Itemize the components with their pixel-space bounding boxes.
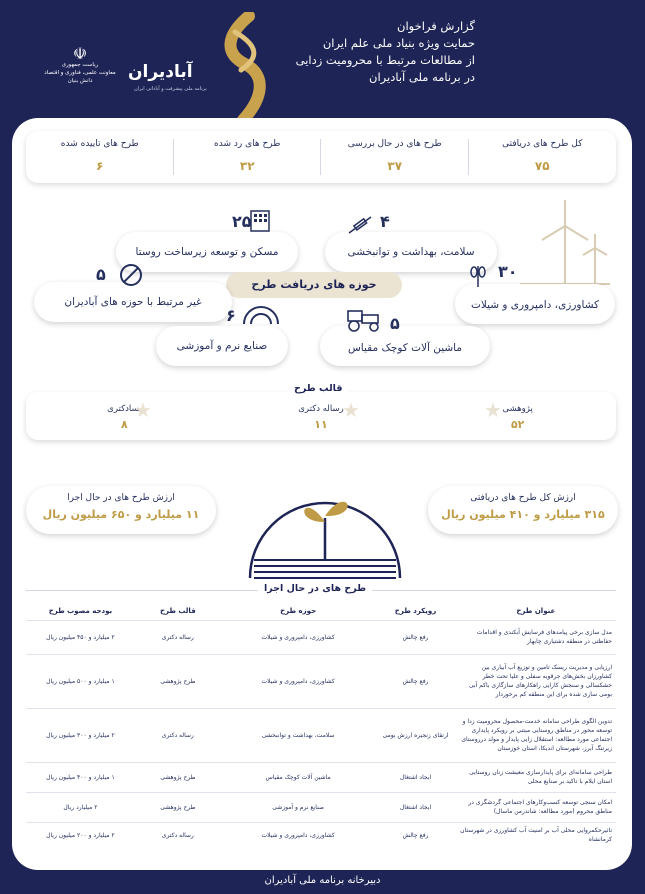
brand-subtitle: برنامه ملی پیشرفت و آبادانی ایران <box>134 86 207 92</box>
format-label: رساله دکتری <box>298 404 344 414</box>
value-amount: ۳۱۵ میلیارد و ۴۱۰ میلیون ریال <box>441 508 605 521</box>
abadiran-emblem-icon <box>215 12 275 124</box>
stat-value: ۳۷ <box>387 159 403 173</box>
cell-budget: ۲ میلیارد و ۴۵۰ میلیون ریال <box>26 620 135 654</box>
value-label: ارزش طرح های در حال اجرا <box>67 493 175 503</box>
format-value: ۸ <box>120 418 128 431</box>
cell-title: تدوین الگوی طراحی سامانه خدمت-محصول محرومیت زدا و توسعه محور در مناطق روستایی مبتنی بر رویکرد پایداری اجتماعی مورد مطالعه: استقلال زایی پایدار و مولد درروستای زیرتنگ آبرز، شهرستان اندیکا، استان خوزستان <box>456 708 616 762</box>
footer: دبیرخانه برنامه ملی آبادیران <box>264 875 381 886</box>
title-line: گزارش فراخوان <box>397 19 475 33</box>
cell-field: کشاورزی، دامپروری و شیلات <box>221 620 376 654</box>
iran-emblem-icon: ☫ <box>72 44 88 63</box>
cell-budget: ۲ میلیارد و ۲۰۰ میلیون ریال <box>26 822 135 848</box>
syringe-icon <box>346 214 374 236</box>
title-line: از مطالعات مرتبط با محرومیت زدایی <box>295 53 475 67</box>
cell-approach: ارتقای زنجیره ارزش بومی <box>375 708 455 762</box>
field-unrelated: غیر مرتبط با حوزه های آبادیران <box>34 282 232 322</box>
table-header-row <box>26 602 616 620</box>
wheat-icon <box>468 262 488 288</box>
field-housing: مسکن و توسعه زیرساخت روستا <box>116 232 298 272</box>
wind-turbine-icon <box>520 196 610 286</box>
report-title <box>296 18 475 86</box>
table-row <box>26 654 616 708</box>
table-row <box>26 792 616 822</box>
cell-field: صنایع نرم و آموزشی <box>221 792 376 822</box>
cell-title: ارزیابی و مدیریت ریسک تامین و توزیع آب آبیاری بین کشاورزان بخش‌های جرقویه سفلی و علیا تحت خطر خشکسالی و سنجش کارایی راهکارهای سازگاری باکم آبی بومی سازی شده برای این منطقه کم برخوردار <box>456 654 616 708</box>
prohibited-icon <box>118 262 144 288</box>
field-health-count: ۴ <box>380 212 390 231</box>
format-value: ۱۱ <box>314 418 328 431</box>
fields-title: حوزه های دریافت طرح <box>226 272 402 298</box>
cell-format: طرح پژوهشی <box>135 654 221 708</box>
field-machinery-count: ۵ <box>390 314 400 333</box>
gov-logo <box>40 44 120 85</box>
format-postdoc <box>26 392 223 440</box>
stat-value: ۳۲ <box>239 159 255 173</box>
star-icon: ★ <box>342 398 360 422</box>
field-agriculture: کشاورزی، دامپروری و شیلات <box>455 284 615 324</box>
cell-format: طرح پژوهشی <box>135 762 221 792</box>
cell-approach: رفع چالش <box>375 822 455 848</box>
cell-field: ماشین آلات کوچک مقیاس <box>221 762 376 792</box>
format-box <box>26 392 616 440</box>
stat-value: ۶ <box>96 159 104 173</box>
gov-line: معاونت علمی، فناوری و اقتصاد دانش بنیان <box>44 70 116 84</box>
field-machinery: ماشین آلات کوچک مقیاس <box>320 326 490 366</box>
cell-format: رساله دکتری <box>135 620 221 654</box>
table-row <box>26 762 616 792</box>
format-title: قالب طرح <box>288 383 348 394</box>
cell-field: کشاورزی، دامپروری و شیلات <box>221 654 376 708</box>
stat-label: طرح های تاییده شده <box>60 139 139 149</box>
header-field: حوزه طرح <box>280 606 317 615</box>
header-title: عنوان طرح <box>516 606 556 615</box>
title-line: در برنامه ملی آبادیران <box>369 70 475 84</box>
cell-title: امکان سنجی توسعه کسب‌وکارهای اجتماعی گردشگری در مناطق محروم (مورد مطالعه: شاندرمن ماسال) <box>456 792 616 822</box>
cloud-gear-icon <box>240 296 282 326</box>
value-ongoing <box>26 486 216 534</box>
stat-value: ۷۵ <box>534 159 550 173</box>
field-housing-count: ۲۵ <box>232 212 252 231</box>
cell-title: مدل سازی برخی پیامدهای فرسایش آبکندی و اقدامات حفاظتی در منطقه دشتیاری چابهار <box>456 620 616 654</box>
stat-label: طرح های رد شده <box>214 139 281 149</box>
format-label: پژوهشی <box>502 404 533 414</box>
tractor-icon <box>344 307 384 333</box>
table-row <box>26 708 616 762</box>
plant-sprout-icon <box>240 460 410 580</box>
stats-bar <box>26 131 616 183</box>
title-line: حمایت ویژه بنیاد ملی علم ایران <box>322 36 475 50</box>
stat-label: طرح های در حال بررسی <box>347 139 442 149</box>
format-research <box>419 392 616 440</box>
star-icon: ★ <box>484 398 502 422</box>
cell-field: سلامت، بهداشت و توانبخشی <box>221 708 376 762</box>
value-label: ارزش کل طرح های دریافتی <box>470 493 576 503</box>
cell-field: کشاورزی، دامپروری و شیلات <box>221 822 376 848</box>
cell-format: رساله دکتری <box>135 708 221 762</box>
cell-title: طراحی سامانه‌ای برای پایدارسازی معیشت زنان روستایی استان ایلام با تاکید بر صنایع محلی <box>456 762 616 792</box>
format-label: پسادکتری <box>107 404 142 414</box>
cell-approach: رفع چالش <box>375 654 455 708</box>
cell-format: رساله دکتری <box>135 822 221 848</box>
header-budget: بودجه مصوب طرح <box>48 606 113 615</box>
cell-approach: ایجاد اشتغال <box>375 792 455 822</box>
header-approach: رویکرد طرح <box>394 606 437 615</box>
brand-logo: آبادیران <box>128 62 193 82</box>
header-format: قالب طرح <box>159 606 196 615</box>
format-value: ۵۲ <box>510 418 525 431</box>
field-software-count: ۶ <box>226 306 236 325</box>
cell-budget: ۲ میلیارد و ۳۰۰ میلیون ریال <box>26 708 135 762</box>
field-software: صنایع نرم و آموزشی <box>156 326 288 366</box>
cell-budget: ۲ میلیارد ریال <box>26 792 135 822</box>
field-agriculture-count: ۳۰ <box>498 262 518 281</box>
cell-title: تاثیرحکمروایی محلی آب بر امنیت آب کشاورزی در شهرستان کرمانشاه <box>456 822 616 848</box>
cell-approach: ایجاد اشتغال <box>375 762 455 792</box>
stat-total <box>469 131 617 183</box>
cell-budget: ۱ میلیارد و ۴۰۰ میلیون ریال <box>26 762 135 792</box>
projects-table <box>26 602 616 848</box>
star-icon: ★ <box>134 398 152 422</box>
table-row <box>26 620 616 654</box>
format-phd <box>223 392 420 440</box>
stat-review <box>321 131 469 183</box>
cell-budget: ۱ میلیارد و ۵۰۰ میلیون ریال <box>26 654 135 708</box>
header <box>0 0 645 125</box>
stat-approved <box>26 131 174 183</box>
field-unrelated-count: ۵ <box>96 265 106 284</box>
value-amount: ۱۱ میلیارد و ۶۵۰ میلیون ریال <box>42 508 200 521</box>
table-row <box>26 822 616 848</box>
stat-rejected <box>174 131 322 183</box>
stat-label: کل طرح های دریافتی <box>502 139 583 149</box>
field-health: سلامت، بهداشت و توانبخشی <box>325 232 497 272</box>
building-icon <box>248 208 272 232</box>
cell-format: طرح پژوهشی <box>135 792 221 822</box>
value-received <box>428 486 618 534</box>
cell-approach: رفع چالش <box>375 620 455 654</box>
gov-line: ریاست جمهوری <box>61 62 99 68</box>
table-title: طرح های در حال اجرا <box>258 583 372 594</box>
